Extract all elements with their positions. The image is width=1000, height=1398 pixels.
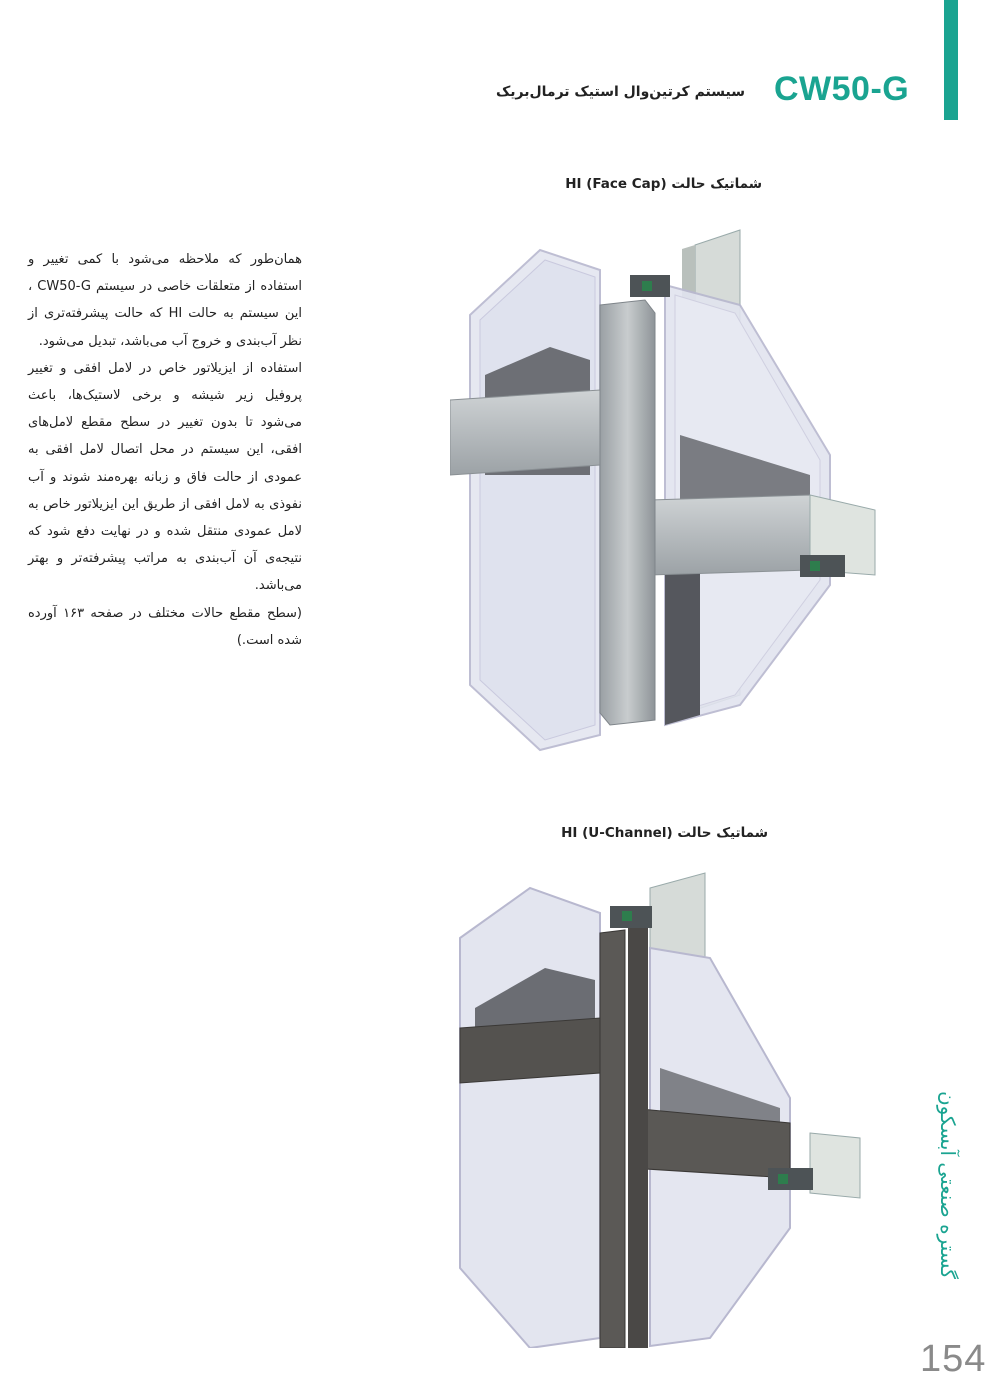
description-paragraph-1: همان‌طور که ملاحظه می‌شود با کمی تغییر و استفاده از متعلقات خاصی در سیستم CW50-G ، این سیستم به حالت HI که حالت پیشرفته‌تری از نظر آب‌بندی و خروج آب می‌باشد، تبدیل می‌شود.: [28, 252, 302, 349]
face-cap-schematic-illustration: [450, 225, 890, 755]
schematic-title-u-channel: شماتیک حالت HI (U-Channel): [561, 825, 768, 841]
page-number: 154: [920, 1338, 987, 1380]
description-paragraph-2: استفاده از ایزیلاتور خاص در لامل افقی و تغییر پروفیل زیر شیشه و برخی لاستیک‌ها، باعث می‌شود تا بدون تغییر در سطح مقطع لامل‌های افقی، این سیستم در محل اتصال لامل افقی به عمودی از حالت فاق و زبانه بهره‌مند شوند و آب نفوذی به لامل افقی از طریق این ایزیلاتور خاص به لامل عمودی منتقل شده و در نهایت دفع شود که نتیجه‌ی آن آب‌بندی به مراتب پیشرفته‌تر و بهتر می‌باشد.: [28, 360, 302, 594]
schematic-title-face-cap: شماتیک حالت HI (Face Cap): [565, 176, 762, 192]
description-paragraph-3: (سطح مقطع حالات مختلف در صفحه ۱۶۳ آورده شده است.): [28, 605, 303, 648]
company-name-vertical: [918, 1060, 978, 1310]
u-channel-schematic-illustration: [450, 868, 870, 1348]
system-title: سیستم کرتین‌وال استیک ترمال‌بریک: [495, 84, 745, 100]
company-name: گستره صنعتی آبسکون: [936, 1090, 960, 1280]
accent-bar: [944, 0, 958, 120]
description: [28, 246, 302, 654]
model-name: CW50-G: [774, 70, 910, 108]
